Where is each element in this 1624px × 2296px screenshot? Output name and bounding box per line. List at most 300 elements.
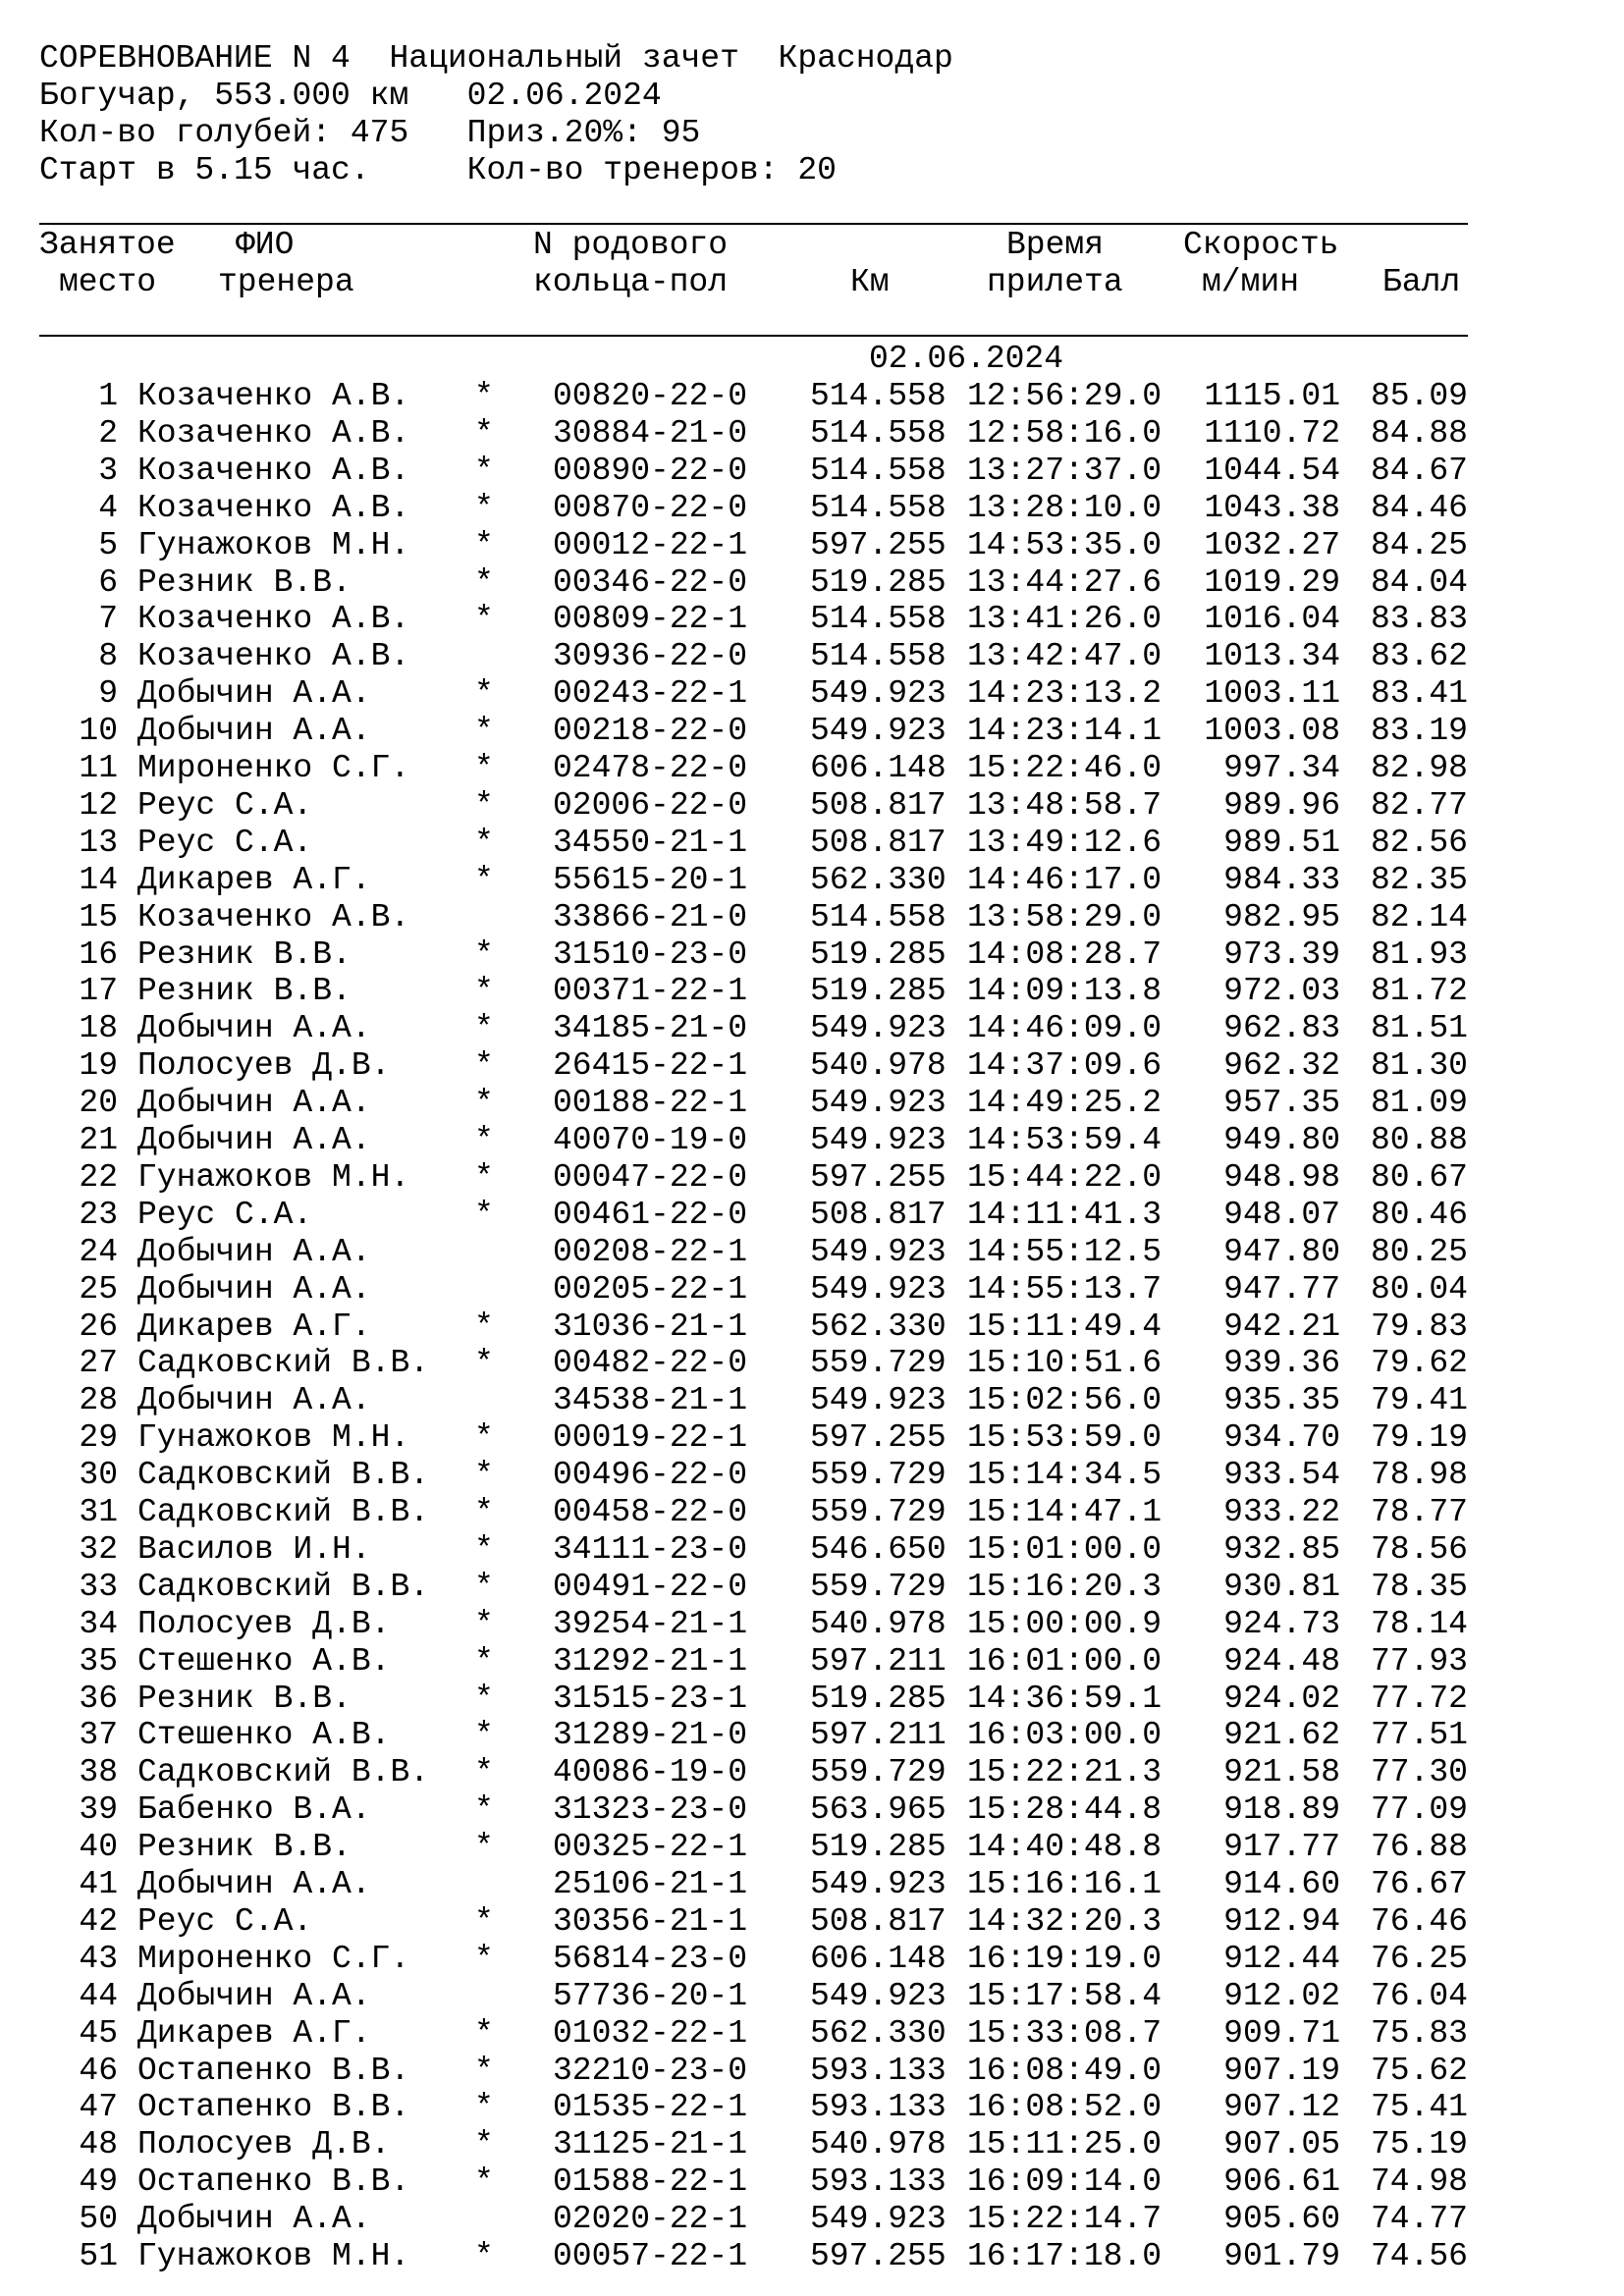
place-cell: 9 (98, 675, 118, 712)
ring-cell: 02006-22-0 (553, 787, 748, 824)
place-cell: 39 (79, 1791, 118, 1828)
trainer-name-cell: Полосуев Д.В. (137, 1047, 391, 1084)
arrival-time-cell: 14:55:13.7 (967, 1271, 1163, 1308)
place-cell: 8 (98, 638, 118, 674)
mark-cell: * (474, 564, 494, 601)
mark-cell: * (474, 787, 494, 824)
speed-cell: 1032.27 (1204, 527, 1340, 563)
table-row (0, 1978, 1624, 2015)
trainer-name-cell: Козаченко А.В. (137, 378, 410, 414)
trainer-name-cell: Дикарев А.Г. (137, 1308, 371, 1345)
trainer-name-cell: Добычин А.А. (137, 1382, 371, 1418)
place-cell: 34 (79, 1606, 118, 1642)
speed-cell: 1043.38 (1204, 490, 1340, 526)
mark-cell: * (474, 415, 494, 452)
table-row (0, 1271, 1624, 1308)
arrival-time-cell: 16:17:18.0 (967, 2238, 1163, 2274)
trainer-name-cell: Остапенко В.В. (137, 2163, 410, 2200)
score-cell: 77.09 (1370, 1791, 1468, 1828)
ring-cell: 40070-19-0 (553, 1122, 748, 1158)
score-cell: 81.93 (1370, 936, 1468, 973)
score-cell: 82.35 (1370, 862, 1468, 898)
km-cell: 508.817 (810, 787, 947, 824)
km-cell: 549.923 (810, 1010, 947, 1046)
km-cell: 549.923 (810, 1866, 947, 1902)
ring-cell: 00205-22-1 (553, 1271, 748, 1308)
score-cell: 76.67 (1370, 1866, 1468, 1902)
arrival-time-cell: 15:00:00.9 (967, 1606, 1163, 1642)
mark-cell: * (474, 1717, 494, 1753)
table-row (0, 750, 1624, 787)
trainer-name-cell: Мироненко С.Г. (137, 750, 410, 786)
score-cell: 76.25 (1370, 1941, 1468, 1977)
place-cell: 3 (98, 453, 118, 489)
mark-cell: * (474, 1197, 494, 1233)
score-cell: 79.19 (1370, 1419, 1468, 1456)
trainer-name-cell: Козаченко А.В. (137, 638, 410, 674)
km-cell: 519.285 (810, 1829, 947, 1865)
ring-cell: 00057-22-1 (553, 2238, 748, 2274)
km-cell: 549.923 (810, 1271, 947, 1308)
score-cell: 74.77 (1370, 2201, 1468, 2237)
speed-cell: 932.85 (1223, 1531, 1340, 1568)
speed-cell: 924.73 (1223, 1606, 1340, 1642)
place-cell: 31 (79, 1494, 118, 1530)
score-cell: 80.04 (1370, 1271, 1468, 1308)
arrival-time-cell: 14:23:14.1 (967, 713, 1163, 749)
score-cell: 77.93 (1370, 1643, 1468, 1680)
trainer-name-cell: Реус С.А. (137, 825, 313, 861)
ring-cell: 00809-22-1 (553, 601, 748, 637)
km-cell: 514.558 (810, 899, 947, 935)
header-line-1: СОРЕВНОВАНИЕ N 4 Национальный зачет Краснодар (39, 40, 953, 77)
mark-cell: * (474, 2126, 494, 2163)
table-row (0, 1308, 1624, 1346)
trainer-name-cell: Реус С.А. (137, 787, 313, 824)
speed-cell: 912.02 (1223, 1978, 1340, 2014)
table-row (0, 490, 1624, 527)
arrival-time-cell: 15:16:20.3 (967, 1569, 1163, 1605)
ring-cell: 56814-23-0 (553, 1941, 748, 1977)
km-cell: 508.817 (810, 825, 947, 861)
table-row (0, 453, 1624, 490)
col-name-header-1: ФИО (236, 227, 295, 263)
mark-cell: * (474, 825, 494, 861)
score-cell: 74.56 (1370, 2238, 1468, 2274)
arrival-time-cell: 14:53:59.4 (967, 1122, 1163, 1158)
score-cell: 78.14 (1370, 1606, 1468, 1642)
arrival-time-cell: 16:19:19.0 (967, 1941, 1163, 1977)
arrival-time-cell: 14:23:13.2 (967, 675, 1163, 712)
mark-cell: * (474, 1754, 494, 1790)
speed-cell: 972.03 (1223, 973, 1340, 1009)
trainer-name-cell: Козаченко А.В. (137, 453, 410, 489)
table-row (0, 1829, 1624, 1866)
ring-cell: 02478-22-0 (553, 750, 748, 786)
score-cell: 82.98 (1370, 750, 1468, 786)
km-cell: 514.558 (810, 490, 947, 526)
mark-cell: * (474, 1494, 494, 1530)
mark-cell: * (474, 453, 494, 489)
km-cell: 519.285 (810, 564, 947, 601)
trainer-name-cell: Резник В.В. (137, 973, 352, 1009)
place-cell: 2 (98, 415, 118, 452)
score-cell: 77.30 (1370, 1754, 1468, 1790)
ring-cell: 40086-19-0 (553, 1754, 748, 1790)
arrival-time-cell: 15:14:47.1 (967, 1494, 1163, 1530)
score-cell: 78.77 (1370, 1494, 1468, 1530)
ring-cell: 33866-21-0 (553, 899, 748, 935)
km-cell: 549.923 (810, 1085, 947, 1121)
place-cell: 4 (98, 490, 118, 526)
km-cell: 549.923 (810, 1978, 947, 2014)
speed-cell: 1044.54 (1204, 453, 1340, 489)
place-cell: 45 (79, 2015, 118, 2052)
mark-cell: * (474, 1606, 494, 1642)
km-cell: 514.558 (810, 638, 947, 674)
place-cell: 17 (79, 973, 118, 1009)
ring-cell: 00188-22-1 (553, 1085, 748, 1121)
km-cell: 597.255 (810, 1419, 947, 1456)
ring-cell: 00461-22-0 (553, 1197, 748, 1233)
mark-cell: * (474, 1345, 494, 1381)
ring-cell: 00496-22-0 (553, 1457, 748, 1493)
speed-cell: 962.83 (1223, 1010, 1340, 1046)
score-cell: 76.46 (1370, 1903, 1468, 1940)
speed-cell: 906.61 (1223, 2163, 1340, 2200)
arrival-time-cell: 13:44:27.6 (967, 564, 1163, 601)
mark-cell: * (474, 862, 494, 898)
km-cell: 549.923 (810, 1382, 947, 1418)
speed-cell: 997.34 (1223, 750, 1340, 786)
score-cell: 84.04 (1370, 564, 1468, 601)
score-cell: 81.09 (1370, 1085, 1468, 1121)
speed-cell: 939.36 (1223, 1345, 1340, 1381)
table-row (0, 1122, 1624, 1159)
place-cell: 32 (79, 1531, 118, 1568)
trainer-name-cell: Гунажоков М.Н. (137, 527, 410, 563)
trainer-name-cell: Козаченко А.В. (137, 415, 410, 452)
trainer-name-cell: Садковский В.В. (137, 1457, 430, 1493)
km-cell: 549.923 (810, 675, 947, 712)
ring-cell: 30936-22-0 (553, 638, 748, 674)
trainer-name-cell: Гунажоков М.Н. (137, 1419, 410, 1456)
score-cell: 79.41 (1370, 1382, 1468, 1418)
speed-cell: 912.94 (1223, 1903, 1340, 1940)
km-cell: 562.330 (810, 1308, 947, 1345)
table-row (0, 899, 1624, 936)
place-cell: 26 (79, 1308, 118, 1345)
score-cell: 80.25 (1370, 1234, 1468, 1270)
score-cell: 84.88 (1370, 415, 1468, 452)
score-cell: 74.98 (1370, 2163, 1468, 2200)
score-cell: 77.51 (1370, 1717, 1468, 1753)
table-row (0, 2201, 1624, 2238)
km-cell: 562.330 (810, 862, 947, 898)
trainer-name-cell: Добычин А.А. (137, 2201, 371, 2237)
mark-cell: * (474, 2053, 494, 2089)
arrival-time-cell: 13:49:12.6 (967, 825, 1163, 861)
date-row: 02.06.2024 (869, 341, 1064, 377)
speed-cell: 942.21 (1223, 1308, 1340, 1345)
arrival-time-cell: 12:58:16.0 (967, 415, 1163, 452)
speed-cell: 948.07 (1223, 1197, 1340, 1233)
table-row (0, 1494, 1624, 1531)
speed-cell: 907.19 (1223, 2053, 1340, 2089)
arrival-time-cell: 14:55:12.5 (967, 1234, 1163, 1270)
arrival-time-cell: 16:08:49.0 (967, 2053, 1163, 2089)
table-row (0, 1047, 1624, 1085)
ring-cell: 00019-22-1 (553, 1419, 748, 1456)
table-row (0, 1717, 1624, 1754)
ring-cell: 30884-21-0 (553, 415, 748, 452)
ring-cell: 00346-22-0 (553, 564, 748, 601)
col-speed-header-1: Скорость (1183, 227, 1339, 263)
score-cell: 78.98 (1370, 1457, 1468, 1493)
km-cell: 559.729 (810, 1754, 947, 1790)
ring-cell: 00458-22-0 (553, 1494, 748, 1530)
km-cell: 549.923 (810, 713, 947, 749)
km-cell: 540.978 (810, 1047, 947, 1084)
speed-cell: 907.05 (1223, 2126, 1340, 2163)
score-cell: 83.62 (1370, 638, 1468, 674)
arrival-time-cell: 15:33:08.7 (967, 2015, 1163, 2052)
mark-cell: * (474, 2015, 494, 2052)
table-row (0, 1234, 1624, 1271)
arrival-time-cell: 13:48:58.7 (967, 787, 1163, 824)
ring-cell: 39254-21-1 (553, 1606, 748, 1642)
mark-cell: * (474, 1829, 494, 1865)
arrival-time-cell: 15:22:21.3 (967, 1754, 1163, 1790)
speed-cell: 947.80 (1223, 1234, 1340, 1270)
table-row (0, 378, 1624, 415)
ring-cell: 31515-23-1 (553, 1681, 748, 1717)
table-row (0, 1643, 1624, 1681)
table-row (0, 1903, 1624, 1941)
score-cell: 84.67 (1370, 453, 1468, 489)
arrival-time-cell: 14:46:17.0 (967, 862, 1163, 898)
trainer-name-cell: Добычин А.А. (137, 1866, 371, 1902)
speed-cell: 924.48 (1223, 1643, 1340, 1680)
place-cell: 10 (79, 713, 118, 749)
arrival-time-cell: 13:58:29.0 (967, 899, 1163, 935)
table-row (0, 1681, 1624, 1718)
km-cell: 559.729 (810, 1345, 947, 1381)
speed-cell: 1016.04 (1204, 601, 1340, 637)
km-cell: 549.923 (810, 1122, 947, 1158)
mark-cell: * (474, 973, 494, 1009)
place-cell: 48 (79, 2126, 118, 2163)
table-row (0, 862, 1624, 899)
mark-cell: * (474, 1457, 494, 1493)
trainer-name-cell: Резник В.В. (137, 564, 352, 601)
trainer-name-cell: Добычин А.А. (137, 1271, 371, 1308)
col-place-header-2: место (59, 264, 157, 300)
table-row (0, 675, 1624, 713)
score-cell: 81.51 (1370, 1010, 1468, 1046)
arrival-time-cell: 16:01:00.0 (967, 1643, 1163, 1680)
trainer-name-cell: Мироненко С.Г. (137, 1941, 410, 1977)
speed-cell: 1110.72 (1204, 415, 1340, 452)
table-row (0, 1010, 1624, 1047)
speed-cell: 918.89 (1223, 1791, 1340, 1828)
arrival-time-cell: 14:36:59.1 (967, 1681, 1163, 1717)
trainer-name-cell: Гунажоков М.Н. (137, 1159, 410, 1196)
place-cell: 23 (79, 1197, 118, 1233)
trainer-name-cell: Садковский В.В. (137, 1569, 430, 1605)
mark-cell: * (474, 490, 494, 526)
km-cell: 559.729 (810, 1569, 947, 1605)
speed-cell: 930.81 (1223, 1569, 1340, 1605)
mark-cell: * (474, 936, 494, 973)
table-row (0, 564, 1624, 602)
arrival-time-cell: 15:01:00.0 (967, 1531, 1163, 1568)
table-row (0, 2053, 1624, 2090)
score-cell: 80.67 (1370, 1159, 1468, 1196)
km-cell: 514.558 (810, 601, 947, 637)
speed-cell: 947.77 (1223, 1271, 1340, 1308)
mark-cell: * (474, 1903, 494, 1940)
speed-cell: 909.71 (1223, 2015, 1340, 2052)
ring-cell: 32210-23-0 (553, 2053, 748, 2089)
trainer-name-cell: Резник В.В. (137, 936, 352, 973)
trainer-name-cell: Гунажоков М.Н. (137, 2238, 410, 2274)
trainer-name-cell: Дикарев А.Г. (137, 2015, 371, 2052)
mark-cell: * (474, 675, 494, 712)
score-cell: 78.35 (1370, 1569, 1468, 1605)
speed-cell: 933.22 (1223, 1494, 1340, 1530)
trainer-name-cell: Добычин А.А. (137, 675, 371, 712)
speed-cell: 957.35 (1223, 1085, 1340, 1121)
arrival-time-cell: 14:40:48.8 (967, 1829, 1163, 1865)
mark-cell: * (474, 1047, 494, 1084)
score-cell: 77.72 (1370, 1681, 1468, 1717)
trainer-name-cell: Садковский В.В. (137, 1345, 430, 1381)
place-cell: 47 (79, 2089, 118, 2125)
trainer-name-cell: Реус С.А. (137, 1197, 313, 1233)
arrival-time-cell: 14:49:25.2 (967, 1085, 1163, 1121)
header-line-2: Богучар, 553.000 км 02.06.2024 (39, 78, 662, 114)
place-cell: 44 (79, 1978, 118, 2014)
place-cell: 11 (79, 750, 118, 786)
table-row (0, 787, 1624, 825)
place-cell: 16 (79, 936, 118, 973)
score-cell: 83.41 (1370, 675, 1468, 712)
table-row (0, 1606, 1624, 1643)
ring-cell: 01032-22-1 (553, 2015, 748, 2052)
trainer-name-cell: Козаченко А.В. (137, 601, 410, 637)
score-cell: 80.46 (1370, 1197, 1468, 1233)
score-cell: 81.72 (1370, 973, 1468, 1009)
col-speed-header-2: м/мин (1202, 264, 1300, 300)
place-cell: 29 (79, 1419, 118, 1456)
ring-cell: 31292-21-1 (553, 1643, 748, 1680)
ring-cell: 31036-21-1 (553, 1308, 748, 1345)
arrival-time-cell: 16:08:52.0 (967, 2089, 1163, 2125)
place-cell: 7 (98, 601, 118, 637)
km-cell: 606.148 (810, 750, 947, 786)
km-cell: 597.255 (810, 527, 947, 563)
km-cell: 563.965 (810, 1791, 947, 1828)
ring-cell: 30356-21-1 (553, 1903, 748, 1940)
score-cell: 75.62 (1370, 2053, 1468, 2089)
table-row (0, 2126, 1624, 2163)
ring-cell: 57736-20-1 (553, 1978, 748, 2014)
trainer-name-cell: Василов И.Н. (137, 1531, 371, 1568)
mark-cell: * (474, 1085, 494, 1121)
col-ring-header-2: кольца-пол (533, 264, 729, 300)
arrival-time-cell: 16:09:14.0 (967, 2163, 1163, 2200)
place-cell: 46 (79, 2053, 118, 2089)
ring-cell: 00243-22-1 (553, 675, 748, 712)
speed-cell: 962.32 (1223, 1047, 1340, 1084)
km-cell: 519.285 (810, 1681, 947, 1717)
col-name-header-2: тренера (218, 264, 354, 300)
ring-cell: 34550-21-1 (553, 825, 748, 861)
speed-cell: 1115.01 (1204, 378, 1340, 414)
col-place-header-1: Занятое (39, 227, 176, 263)
ring-cell: 02020-22-1 (553, 2201, 748, 2237)
mark-cell: * (474, 1308, 494, 1345)
place-cell: 43 (79, 1941, 118, 1977)
table-row (0, 936, 1624, 974)
trainer-name-cell: Добычин А.А. (137, 1234, 371, 1270)
place-cell: 20 (79, 1085, 118, 1121)
arrival-time-cell: 13:41:26.0 (967, 601, 1163, 637)
trainer-name-cell: Садковский В.В. (137, 1754, 430, 1790)
table-row (0, 1866, 1624, 1903)
arrival-time-cell: 15:53:59.0 (967, 1419, 1163, 1456)
km-cell: 593.133 (810, 2053, 947, 2089)
ring-cell: 01535-22-1 (553, 2089, 748, 2125)
ring-cell: 26415-22-1 (553, 1047, 748, 1084)
table-row (0, 1382, 1624, 1419)
header-line-3: Кол-во голубей: 475 Приз.20%: 95 (39, 115, 701, 151)
mark-cell: * (474, 1010, 494, 1046)
score-cell: 82.56 (1370, 825, 1468, 861)
table-row (0, 2015, 1624, 2053)
score-cell: 82.77 (1370, 787, 1468, 824)
speed-cell: 905.60 (1223, 2201, 1340, 2237)
ring-cell: 00047-22-0 (553, 1159, 748, 1196)
header-line-4: Старт в 5.15 час. Кол-во тренеров: 20 (39, 152, 837, 188)
km-cell: 519.285 (810, 936, 947, 973)
ring-cell: 31323-23-0 (553, 1791, 748, 1828)
mark-cell: * (474, 1941, 494, 1977)
trainer-name-cell: Добычин А.А. (137, 1978, 371, 2014)
table-row (0, 1419, 1624, 1457)
mark-cell: * (474, 1122, 494, 1158)
arrival-time-cell: 15:11:49.4 (967, 1308, 1163, 1345)
arrival-time-cell: 14:53:35.0 (967, 527, 1163, 563)
col-km-header: Км (850, 264, 890, 300)
table-row (0, 1457, 1624, 1494)
place-cell: 21 (79, 1122, 118, 1158)
arrival-time-cell: 15:16:16.1 (967, 1866, 1163, 1902)
mark-cell: * (474, 713, 494, 749)
trainer-name-cell: Резник В.В. (137, 1681, 352, 1717)
ring-cell: 00890-22-0 (553, 453, 748, 489)
score-cell: 80.88 (1370, 1122, 1468, 1158)
arrival-time-cell: 15:44:22.0 (967, 1159, 1163, 1196)
arrival-time-cell: 15:28:44.8 (967, 1791, 1163, 1828)
mark-cell: * (474, 2089, 494, 2125)
place-cell: 42 (79, 1903, 118, 1940)
score-cell: 85.09 (1370, 378, 1468, 414)
km-cell: 562.330 (810, 2015, 947, 2052)
table-row (0, 638, 1624, 675)
mark-cell: * (474, 750, 494, 786)
